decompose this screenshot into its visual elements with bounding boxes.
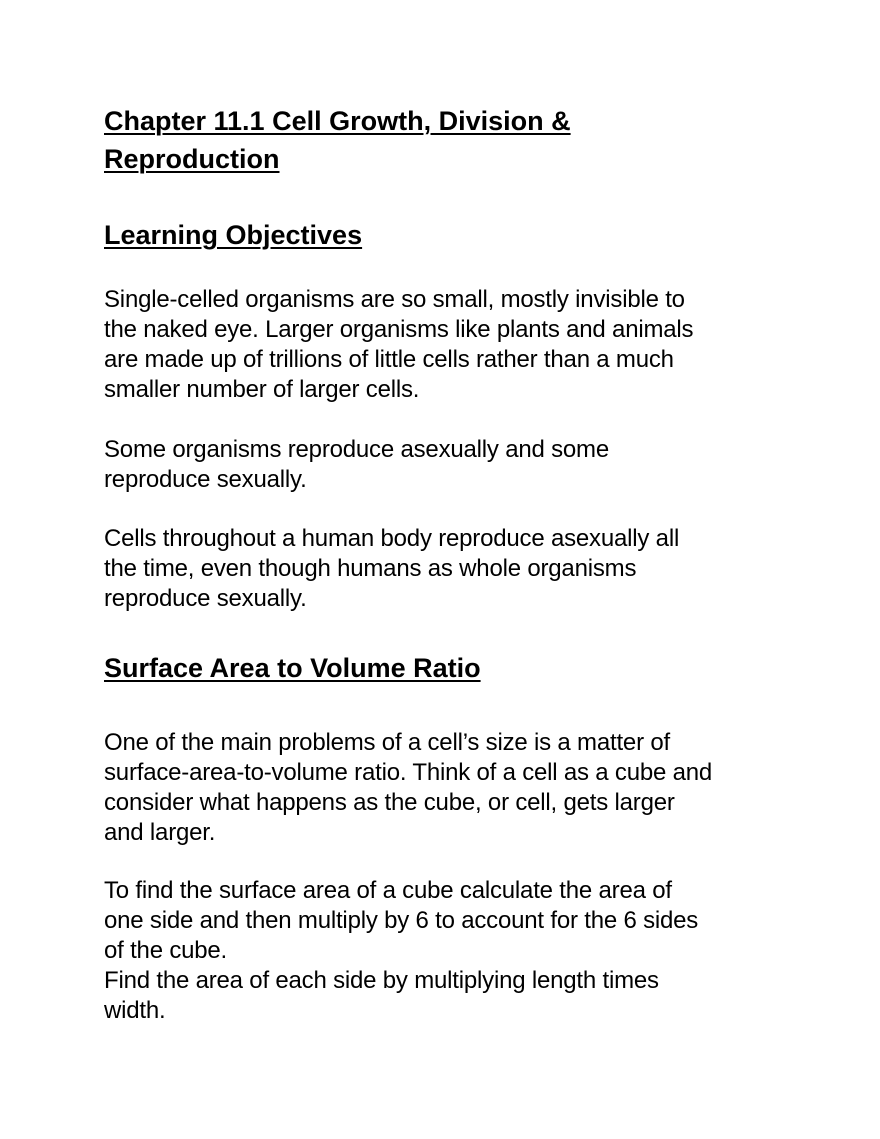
paragraph-line: One of the main problems of a cell’s size is a matter of (104, 729, 670, 756)
paragraph (104, 728, 804, 848)
paragraph-line: one side and then multiply by 6 to account for the 6 sides (104, 907, 699, 934)
paragraph-line: Find the area of each side by multiplying length times (104, 967, 659, 994)
paragraph (104, 876, 804, 1026)
paragraph-line: Single-celled organisms are so small, mostly invisible to (104, 286, 685, 313)
paragraph-line: reproduce sexually. (104, 585, 307, 612)
paragraph-line: the naked eye. Larger organisms like plants and animals (104, 316, 694, 343)
paragraph (104, 435, 804, 495)
paragraph-line: Some organisms reproduce asexually and some (104, 436, 609, 463)
chapter-title (104, 102, 804, 178)
paragraph-line: the time, even though humans as whole organisms (104, 555, 637, 582)
chapter-title-line: Reproduction (104, 144, 280, 174)
paragraph-line: of the cube. (104, 937, 228, 964)
paragraph (104, 285, 804, 405)
section-heading-learning-objectives: Learning Objectives (104, 220, 363, 250)
paragraph-line: To find the surface area of a cube calculate the area of (104, 877, 672, 904)
paragraph-line: width. (104, 997, 166, 1024)
paragraph-line: smaller number of larger cells. (104, 376, 420, 403)
paragraph-line: consider what happens as the cube, or cell, gets larger (104, 789, 675, 816)
paragraph-line: surface-area-to-volume ratio. Think of a cell as a cube and (104, 759, 713, 786)
paragraph-line: reproduce sexually. (104, 466, 307, 493)
paragraph-line: Cells throughout a human body reproduce asexually all (104, 525, 680, 552)
paragraph-line: are made up of trillions of little cells rather than a much (104, 346, 674, 373)
paragraph (104, 524, 804, 614)
chapter-title-line: Chapter 11.1 Cell Growth, Division & (104, 106, 571, 136)
paragraph-line: and larger. (104, 819, 216, 846)
section-heading-surface-area-to-volume-ratio: Surface Area to Volume Ratio (104, 653, 481, 683)
